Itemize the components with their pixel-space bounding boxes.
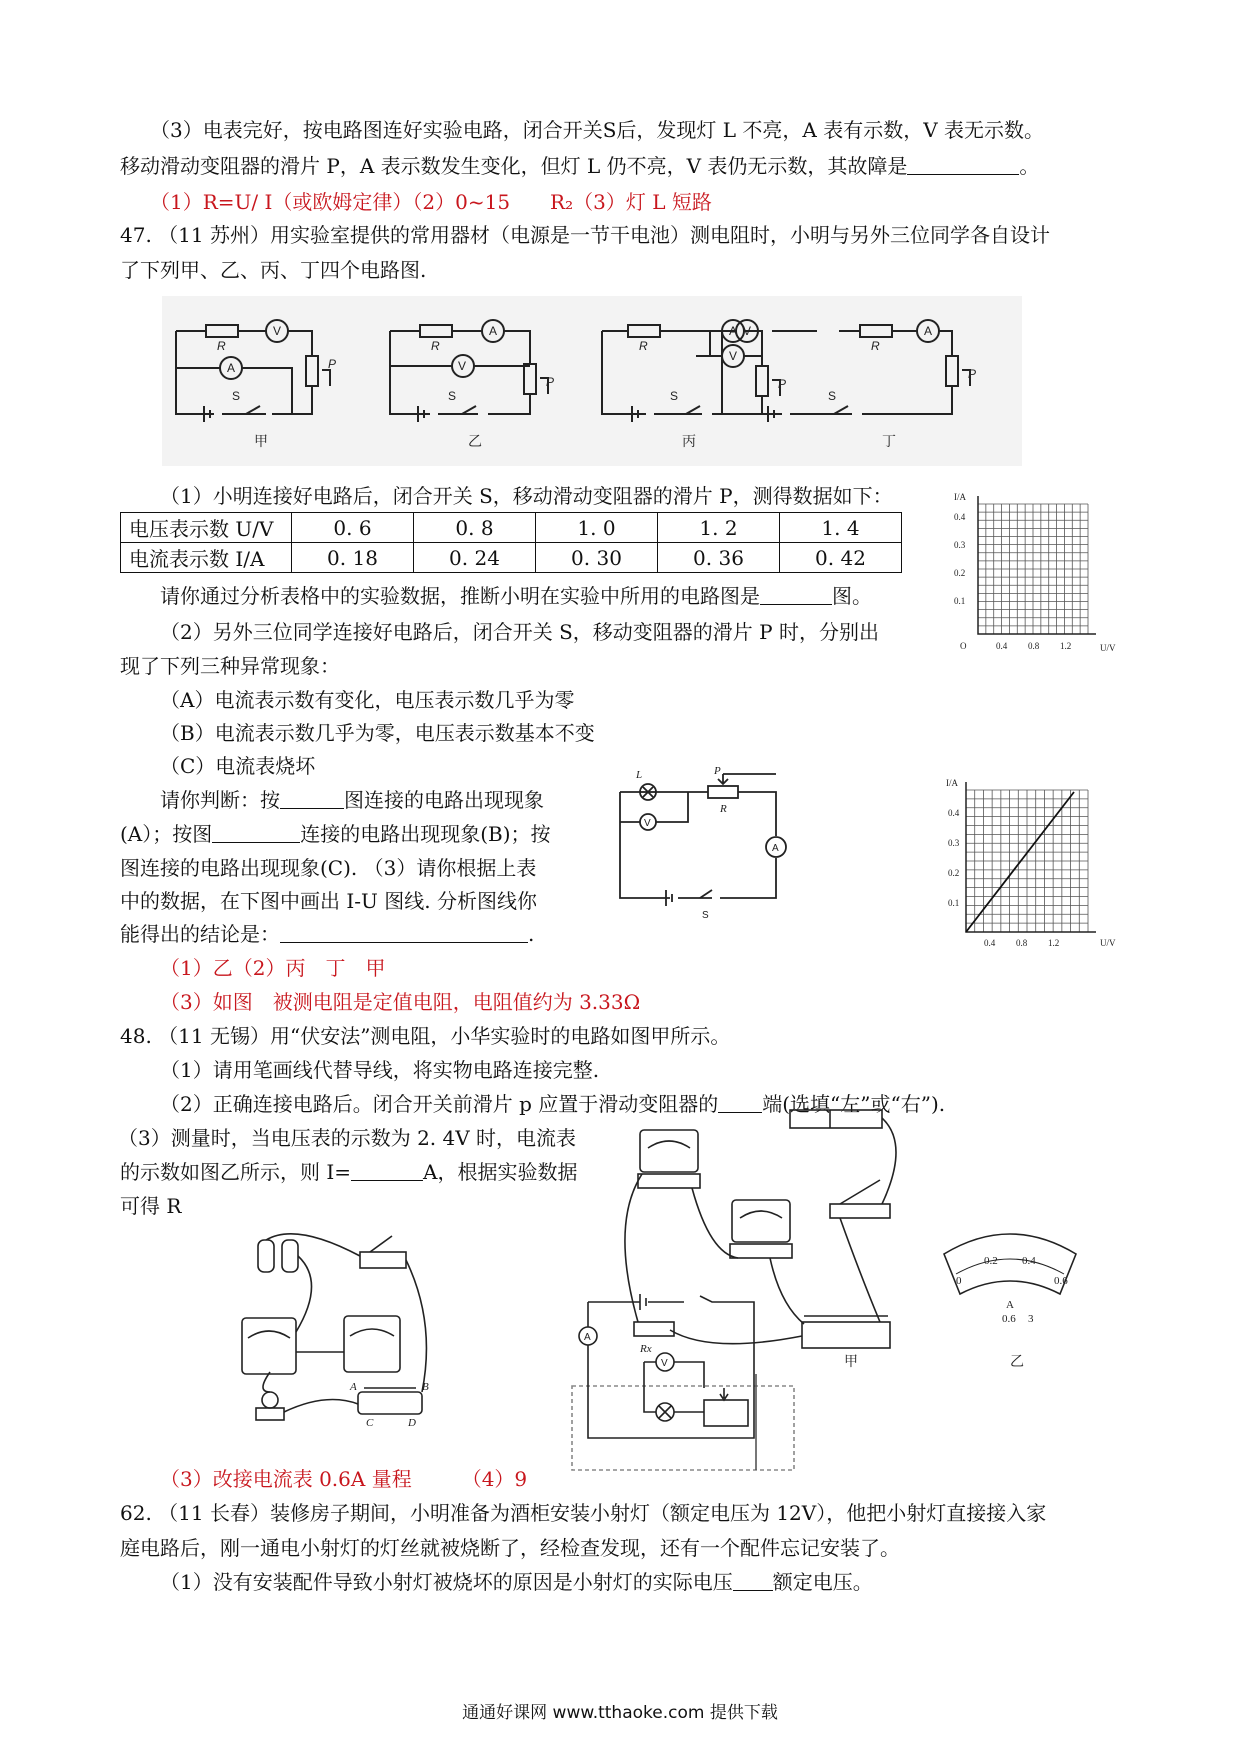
graph-y-tick: 0.2: [948, 868, 960, 878]
terminal-label: C: [366, 1417, 374, 1429]
q47-part1: （1）小明连接好电路后，闭合开关 S，移动滑动变阻器的滑片 P，测得数据如下：: [160, 484, 893, 508]
svg-text:A: A: [772, 843, 779, 854]
q47-judge5: 能得出的结论是： .: [120, 922, 535, 946]
iu-graph-answer: [946, 772, 1126, 950]
answer-blank: [280, 788, 344, 809]
q48-part3-d: 可得 R: [120, 1194, 182, 1218]
circuit-diagrams: [162, 296, 1022, 466]
q47-answer1: （1）乙（2）丙 丁 甲: [160, 956, 386, 980]
iu-line: [966, 792, 1074, 932]
svg-text:S: S: [702, 910, 709, 921]
q47-part2-b: 现了下列三种异常现象：: [120, 654, 340, 678]
svg-text:S: S: [828, 389, 837, 403]
svg-text:P: P: [328, 357, 337, 371]
table-cell: 1. 2: [658, 513, 780, 543]
svg-text:V: V: [729, 349, 738, 363]
data-table: [120, 512, 902, 573]
q62-part1: （1）没有安装配件导致小射灯被烧坏的原因是小射灯的实际电压 额定电压。: [160, 1570, 873, 1594]
answer-blank: [280, 922, 528, 943]
q47-line2: 了下列甲、乙、丙、丁四个电路图.: [120, 258, 427, 282]
svg-text:A: A: [729, 324, 738, 338]
graph-x-label: U/V: [1100, 938, 1116, 948]
q46-part3-line1: （3）电表完好，按电路图连好实验电路，闭合开关S后，发现灯 L 不亮，A 表有示数，V 表无示数。: [150, 118, 1045, 142]
q47-part2-a: （2）另外三位同学连接好电路后，闭合开关 S，移动变阻器的滑片 P 时，分别出: [160, 620, 879, 644]
answer-blank: [733, 1570, 773, 1591]
graph-y-tick: 0.2: [954, 568, 966, 578]
svg-text:V: V: [273, 324, 282, 338]
svg-text:V: V: [644, 818, 651, 829]
terminal-label: B: [422, 1381, 429, 1393]
terminal-label: D: [408, 1417, 416, 1429]
graph-origin: O: [960, 641, 967, 651]
svg-text:P: P: [546, 375, 555, 389]
q48-answer: （3）改接电流表 0.6A 量程 （4）9: [160, 1467, 528, 1491]
iu-graph-empty: [946, 486, 1126, 661]
q47-judge1: 请你判断：按 图连接的电路出现现象: [160, 788, 544, 812]
graph-y-tick: 0.3: [954, 540, 966, 550]
schematic: [574, 1288, 774, 1452]
svg-text:A: A: [489, 324, 498, 338]
q47-line1: 47. （11 苏州）用实验室提供的常用器材（电源是一节干电池）测电阻时，小明与另外三位同学各自设计: [120, 223, 1050, 247]
q47-phenomenon-c: （C）电流表烧坏: [160, 754, 316, 778]
svg-text:A: A: [227, 361, 236, 375]
q62-line2: 庭电路后，刚一通电小射灯的灯丝就被烧断了，经检查发现，还有一个配件忘记安装了。: [120, 1536, 900, 1560]
svg-text:A: A: [584, 1332, 591, 1343]
svg-text:S: S: [232, 389, 241, 403]
graph-y-tick: 0.4: [954, 512, 966, 522]
q48-part1: （1）请用笔画线代替导线，将实物电路连接完整.: [160, 1058, 600, 1082]
q47-judge2: (A）；按图 连接的电路出现现象(B)；按: [120, 822, 551, 846]
q46-answer: （1）R=U/ I（或欧姆定律）（2）0~15 R₂（3）灯 L 短路: [150, 190, 712, 214]
meter-tick: 0.6: [1054, 1275, 1068, 1287]
svg-text:R: R: [720, 803, 727, 815]
graph-y-tick: 0.3: [948, 838, 960, 848]
graph-x-tick: 0.8: [1028, 641, 1040, 651]
svg-text:V: V: [661, 1358, 668, 1369]
svg-text:P: P: [968, 367, 977, 381]
q47-judge4: 中的数据，在下图中画出 I-U 图线. 分析图线你: [120, 889, 537, 913]
table-cell: 1. 0: [536, 513, 658, 543]
graph-x-tick: 0.4: [996, 641, 1008, 651]
svg-text:L: L: [636, 769, 643, 781]
q47-ask1: 请你通过分析表格中的实验数据，推断小明在实验中所用的电路图是 图。: [160, 584, 872, 608]
svg-text:S: S: [670, 389, 679, 403]
q47-answer2: （3）如图 被测电阻是定值电阻，电阻值约为 3.33Ω: [160, 990, 641, 1014]
answer-blank: [760, 584, 832, 605]
graph-x-tick: 0.8: [1016, 938, 1028, 948]
q46-part3-line2: 移动滑动变阻器的滑片 P，A 表示数发生变化，但灯 L 仍不亮，V 表仍无示数，其故障是 。: [120, 154, 1040, 178]
graph-y-label: I/A: [954, 492, 966, 502]
graph-x-tick: 1.2: [1060, 641, 1072, 651]
graph-y-tick: 0.1: [948, 898, 960, 908]
table-cell: 0. 6: [292, 513, 414, 543]
table-row: [121, 513, 902, 543]
table-cell: 0. 24: [414, 543, 536, 573]
answer-blank: [212, 822, 300, 843]
graph-x-tick: 1.2: [1048, 938, 1060, 948]
lamp-circuit: [608, 762, 798, 922]
graph-x-tick: 0.4: [984, 938, 996, 948]
q48-part3-b: 的示数如图乙所示，则 I= A，根据实验数据: [120, 1160, 578, 1184]
table-cell: 0. 30: [536, 543, 658, 573]
table-cell: 0. 36: [658, 543, 780, 573]
table-cell: 0. 8: [414, 513, 536, 543]
answer-blank: [907, 154, 1019, 175]
meter-range: 0.6: [1002, 1313, 1016, 1325]
graph-y-tick: 0.4: [948, 808, 960, 818]
meter-range: 3: [1028, 1313, 1034, 1325]
circuit-label-ding: 丁: [882, 434, 896, 450]
table-cell: 1. 4: [780, 513, 902, 543]
q47-judge3: 图连接的电路出现现象(C). （3）请你根据上表: [120, 856, 537, 880]
meter-unit: A: [1006, 1299, 1014, 1311]
q48-part3-a: （3）测量时，当电压表的示数为 2. 4V 时，电流表: [118, 1126, 577, 1150]
svg-text:S: S: [448, 389, 457, 403]
svg-text:P: P: [778, 377, 787, 391]
physical-circuit: [236, 1232, 486, 1432]
rx-label: Rx: [640, 1343, 652, 1355]
page-footer: 通通好课网 www.tthaoke.com 提供下载: [462, 1703, 778, 1723]
svg-text:P: P: [714, 765, 721, 777]
row-label: 电压表示数 U/V: [121, 513, 292, 543]
q62-line1: 62. （11 长春）装修房子期间，小明准备为酒柜安装小射灯（额定电压为 12V），他把小射灯直接接入家: [120, 1501, 1047, 1525]
circuit-label-bing: 丙: [682, 434, 696, 450]
figure-label-yi: 乙: [1010, 1354, 1024, 1370]
svg-text:A: A: [924, 324, 933, 338]
svg-text:R: R: [217, 339, 226, 353]
table-cell: 0. 18: [292, 543, 414, 573]
svg-text:V: V: [458, 359, 467, 373]
svg-text:R: R: [639, 339, 648, 353]
q47-phenomenon-a: （A）电流表示数有变化，电压表示数几乎为零: [160, 688, 575, 712]
q48-line1: 48. （11 无锡）用“伏安法”测电阻，小华实验时的电路如图甲所示。: [120, 1024, 731, 1048]
figure-label-jia: 甲: [844, 1354, 858, 1370]
svg-text:R: R: [431, 339, 440, 353]
q47-phenomenon-b: （B）电流表示数几乎为零，电压表示数基本不变: [160, 721, 595, 745]
table-cell: 0. 42: [780, 543, 902, 573]
meter-tick: 0.2: [984, 1255, 998, 1267]
svg-text:R: R: [871, 339, 880, 353]
graph-y-tick: 0.1: [954, 596, 966, 606]
table-row: [121, 543, 902, 573]
circuit-label-yi: 乙: [468, 434, 482, 450]
q48-part2: （2）正确连接电路后。闭合开关前滑片 p 应置于滑动变阻器的 端(选填“左”或“右”).: [160, 1092, 946, 1116]
svg-text:V: V: [743, 324, 752, 338]
meter-tick: 0: [956, 1275, 962, 1287]
row-label: 电流表示数 I/A: [121, 543, 292, 573]
answer-blank: [351, 1160, 423, 1181]
terminal-label: A: [350, 1381, 357, 1393]
graph-x-label: U/V: [1100, 643, 1116, 653]
circuit-label-jia: 甲: [254, 434, 268, 450]
graph-y-label: I/A: [946, 778, 958, 788]
meter-tick: 0.4: [1022, 1255, 1036, 1267]
